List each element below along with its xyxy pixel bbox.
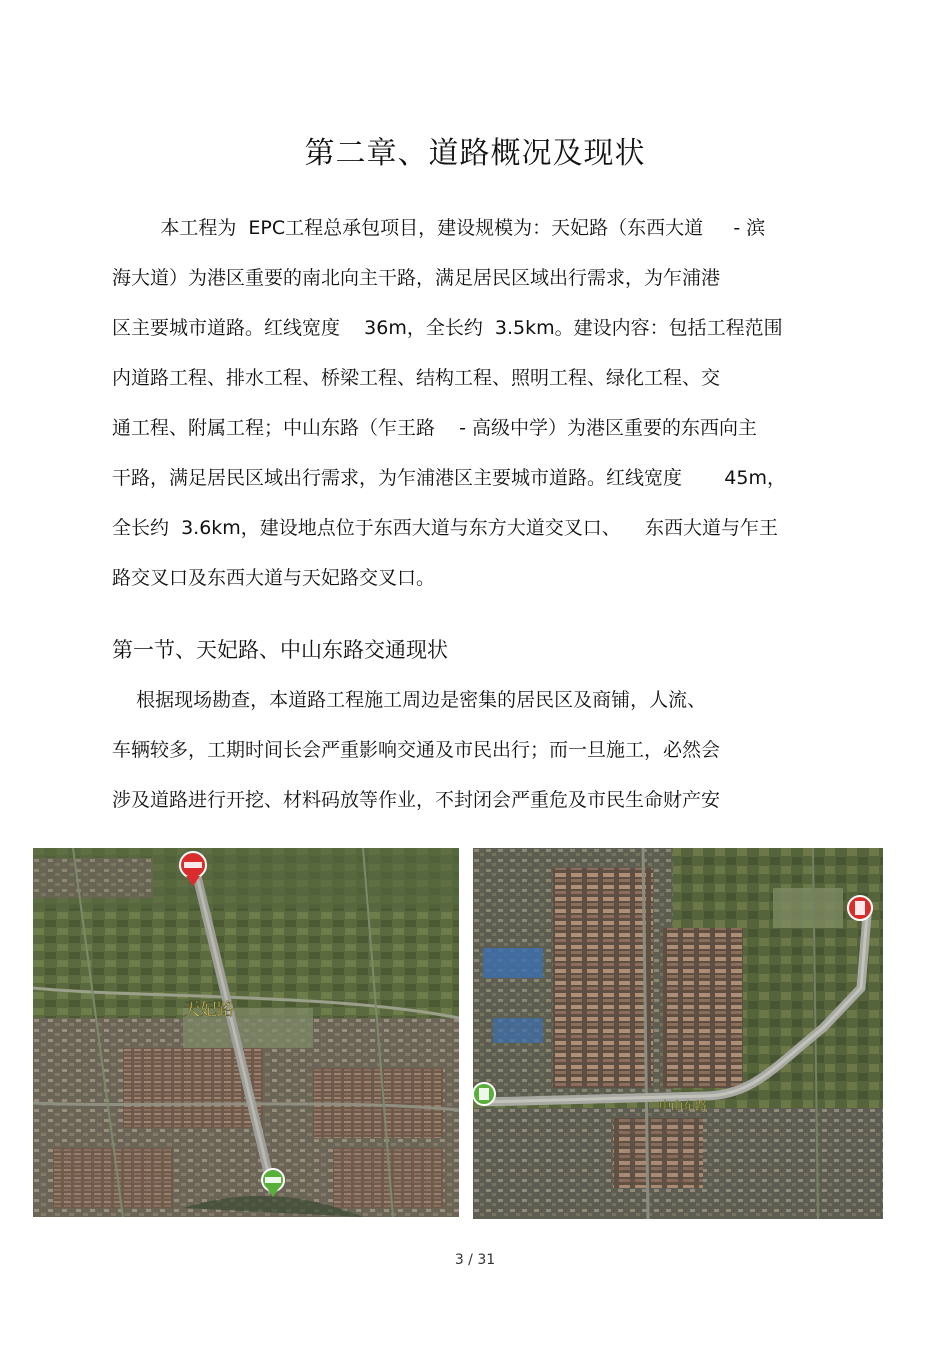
- paragraph-line: 通工程、附属工程；中山东路（乍王路 - 高级中学）为港区重要的东西向主: [112, 417, 758, 439]
- satellite-map-zhongshan-east-road: [473, 848, 883, 1219]
- map-road-label: 天妃路: [183, 1000, 234, 1020]
- satellite-image: [33, 848, 459, 1217]
- page-number: 3 / 31: [454, 1252, 496, 1268]
- paragraph-line: 内道路工程、排水工程、桥梁工程、结构工程、照明工程、绿化工程、交: [112, 367, 721, 389]
- paragraph-line: 全长约 3.6km，建设地点位于东西大道与东方大道交叉口、 东西大道与乍王: [112, 517, 778, 539]
- map-road-label: 中山东路: [659, 1099, 708, 1113]
- paragraph-line: 根据现场勘查，本道路工程施工周边是密集的居民区及商铺，人流、: [112, 689, 707, 711]
- paragraph-line: 车辆较多，工期时间长会严重影响交通及市民出行；而一旦施工，必然会: [112, 739, 721, 761]
- paragraph-line: 路交叉口及东西大道与天妃路交叉口。: [112, 567, 436, 589]
- section-heading: 第一节、天妃路、中山东路交通现状: [112, 638, 448, 662]
- satellite-map-tianfei-road: [33, 848, 459, 1217]
- paragraph-line: 本工程为 EPC工程总承包项目，建设规模为：天妃路（东西大道 - 滨: [112, 217, 766, 239]
- paragraph-line: 涉及道路进行开挖、材料码放等作业，不封闭会严重危及市民生命财产安: [112, 789, 721, 811]
- paragraph-line: 海大道）为港区重要的南北向主干路，满足居民区域出行需求，为乍浦港: [112, 267, 721, 289]
- paragraph-line: 区主要城市道路。红线宽度 36m，全长约 3.5km。建设内容：包括工程范围: [112, 317, 783, 339]
- chapter-title: 第二章、道路概况及现状: [304, 136, 646, 171]
- paragraph-line: 干路，满足居民区域出行需求，为乍浦港区主要城市道路。红线宽度 45m，: [112, 467, 786, 489]
- satellite-image: [473, 848, 883, 1219]
